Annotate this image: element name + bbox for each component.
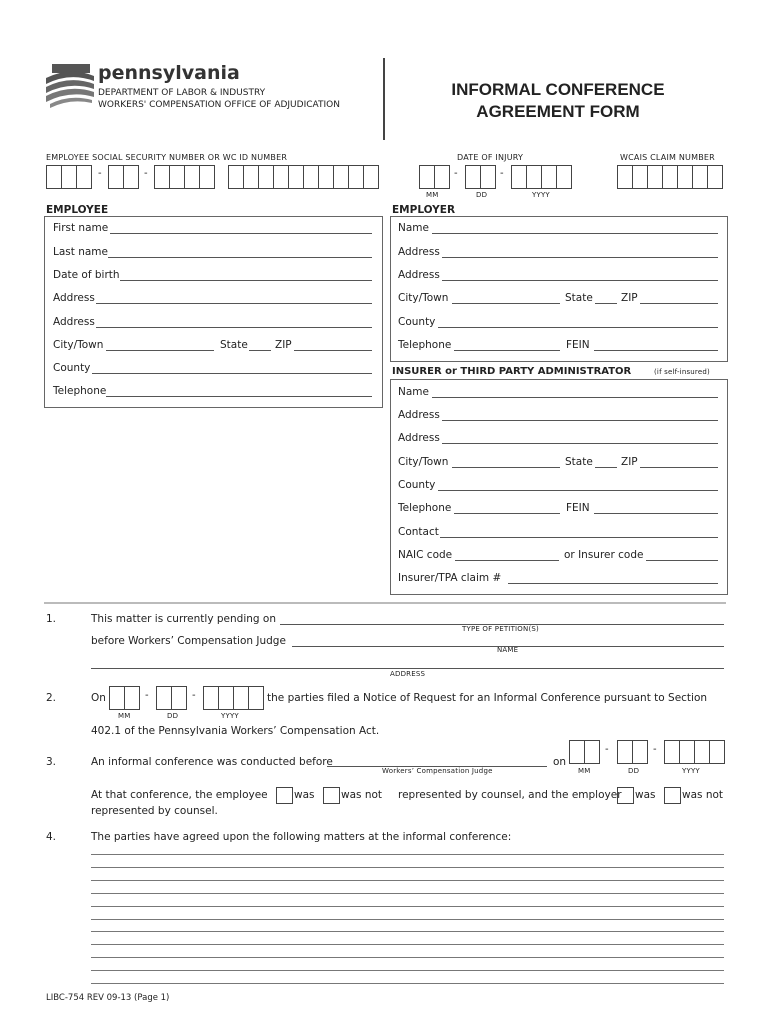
pa-logo <box>44 62 96 110</box>
insurer-box <box>390 379 728 595</box>
item-1-number: 1. <box>46 613 57 625</box>
ins-name-label: Name <box>398 386 429 398</box>
ssn-dash-1: - <box>98 168 102 179</box>
ins-claim-field[interactable] <box>508 583 718 584</box>
emp-zip-field[interactable] <box>294 350 372 351</box>
conference-judge-caption: Workers’ Compensation Judge <box>382 767 493 775</box>
agreement-line[interactable] <box>91 931 724 932</box>
emp-last-name-label: Last name <box>53 246 108 258</box>
ins-county-field[interactable] <box>438 490 718 491</box>
employee-was-checkbox[interactable] <box>276 787 293 804</box>
conf-dd-input[interactable] <box>617 740 647 764</box>
er-county-label: County <box>398 316 436 328</box>
ins-contact-label: Contact <box>398 526 439 538</box>
agreement-line[interactable] <box>91 880 724 881</box>
employer-heading: EMPLOYER <box>392 204 456 216</box>
emp-dob-label: Date of birth <box>53 269 120 281</box>
ins-county-label: County <box>398 479 436 491</box>
ins-naic-field[interactable] <box>455 560 559 561</box>
dept-line-2: WORKERS' COMPENSATION OFFICE OF ADJUDICATION <box>98 100 340 110</box>
notice-yyyy-input[interactable] <box>203 686 263 710</box>
ins-address1-label: Address <box>398 409 440 421</box>
insurer-heading-note: (if self-insured) <box>654 368 710 376</box>
agreement-line[interactable] <box>91 983 724 984</box>
ins-city-field[interactable] <box>452 467 560 468</box>
er-state-field[interactable] <box>595 303 617 304</box>
agreement-line[interactable] <box>91 919 724 920</box>
ins-claim-label: Insurer/TPA claim # <box>398 572 502 584</box>
form-code: LIBC-754 REV 09-13 (Page 1) <box>46 993 170 1003</box>
notice-dd-input[interactable] <box>156 686 186 710</box>
wcais-label: WCAIS CLAIM NUMBER <box>620 153 715 162</box>
er-telephone-label: Telephone <box>398 339 452 351</box>
ins-naic-label: NAIC code <box>398 549 453 561</box>
notice-dash-2: - <box>192 690 196 701</box>
ins-fein-label: FEIN <box>566 502 590 514</box>
doi-yyyy-input[interactable] <box>511 165 571 189</box>
dept-line-1: DEPARTMENT OF LABOR & INDUSTRY <box>98 88 266 98</box>
judge-address-field[interactable] <box>91 668 724 669</box>
emp-zip-label: ZIP <box>275 339 292 351</box>
item-3-p2: represented by counsel, and the employer <box>398 789 622 801</box>
er-address2-label: Address <box>398 269 440 281</box>
ins-telephone-label: Telephone <box>398 502 452 514</box>
item-3-number: 3. <box>46 756 57 768</box>
er-address2-field[interactable] <box>442 280 718 281</box>
emp-state-field[interactable] <box>249 350 271 351</box>
item-3-text: An informal conference was conducted before <box>91 756 333 768</box>
item-2-on: On <box>91 692 106 704</box>
conf-yyyy-caption: YYYY <box>682 767 700 775</box>
emp-city-label: City/Town <box>53 339 104 351</box>
item-2-text-2: 402.1 of the Pennsylvania Workers’ Compensation Act. <box>91 725 380 737</box>
emp-county-label: County <box>53 362 91 374</box>
ssn-part1-input[interactable] <box>46 165 91 189</box>
ins-insurer-code-label: or Insurer code <box>564 549 644 561</box>
ins-state-label: State <box>565 456 593 468</box>
emp-address1-field[interactable] <box>96 303 372 304</box>
ins-address1-field[interactable] <box>442 420 718 421</box>
ssn-part2-input[interactable] <box>108 165 138 189</box>
insurer-heading: INSURER or THIRD PARTY ADMINISTRATOR <box>392 366 632 377</box>
item-4-text: The parties have agreed upon the following matters at the informal conference: <box>91 831 512 843</box>
wcais-claim-input[interactable] <box>617 165 722 189</box>
ins-zip-field[interactable] <box>640 467 718 468</box>
employer-was-not-checkbox[interactable] <box>664 787 681 804</box>
emp-first-name-field[interactable] <box>110 233 372 234</box>
conf-dash-2: - <box>653 744 657 755</box>
er-address1-field[interactable] <box>442 257 718 258</box>
emp-county-field[interactable] <box>92 373 372 374</box>
er-state-label: State <box>565 292 593 304</box>
er-zip-field[interactable] <box>640 303 718 304</box>
conf-dash-1: - <box>605 744 609 755</box>
wc-id-input[interactable] <box>228 165 378 189</box>
ins-zip-label: ZIP <box>621 456 638 468</box>
notice-dd-caption: DD <box>167 712 179 720</box>
ssn-label: EMPLOYEE SOCIAL SECURITY NUMBER OR WC ID NUMBER <box>46 153 288 162</box>
item-3-on: on <box>553 756 567 768</box>
petition-type-caption: TYPE OF PETITION(S) <box>462 625 539 633</box>
agreement-line[interactable] <box>91 957 724 958</box>
conf-mm-input[interactable] <box>569 740 599 764</box>
item-1-before: before Workers’ Compensation Judge <box>91 635 286 647</box>
doi-mm-input[interactable] <box>419 165 449 189</box>
emp-last-name-field[interactable] <box>108 257 372 258</box>
ins-state-field[interactable] <box>595 467 617 468</box>
er-city-label: City/Town <box>398 292 449 304</box>
judge-address-caption: ADDRESS <box>390 670 426 678</box>
er-city-field[interactable] <box>452 303 560 304</box>
employer-was-label: was <box>635 789 656 801</box>
ins-address2-label: Address <box>398 432 440 444</box>
section-divider <box>44 602 726 604</box>
employee-heading: EMPLOYEE <box>46 204 109 216</box>
ins-fein-field[interactable] <box>594 513 718 514</box>
doi-dash-1: - <box>454 168 458 179</box>
ssn-dash-2: - <box>144 168 148 179</box>
emp-telephone-label: Telephone <box>53 385 107 397</box>
emp-address2-field[interactable] <box>96 327 372 328</box>
notice-mm-caption: MM <box>118 712 131 720</box>
doi-dd-caption: DD <box>476 191 488 199</box>
doi-mm-caption: MM <box>426 191 439 199</box>
er-address1-label: Address <box>398 246 440 258</box>
keystone-logo-icon <box>44 62 96 110</box>
employer-was-checkbox[interactable] <box>617 787 634 804</box>
employee-box <box>44 216 383 408</box>
form-title-line-2: AGREEMENT FORM <box>476 102 640 121</box>
conf-mm-caption: MM <box>578 767 591 775</box>
emp-first-name-label: First name <box>53 222 109 234</box>
agreement-line[interactable] <box>91 944 724 945</box>
agreement-line[interactable] <box>91 854 724 855</box>
er-county-field[interactable] <box>438 327 718 328</box>
form-title-line-1: INFORMAL CONFERENCE <box>451 80 665 99</box>
agreement-line[interactable] <box>91 867 724 868</box>
item-1-text: This matter is currently pending on <box>91 613 276 625</box>
header-divider <box>383 58 385 140</box>
item-3-p1: At that conference, the employee <box>91 789 268 801</box>
agreement-line[interactable] <box>91 970 724 971</box>
er-fein-label: FEIN <box>566 339 590 351</box>
doi-dd-input[interactable] <box>465 165 495 189</box>
logo-text: pennsylvania <box>98 62 240 84</box>
emp-dob-field[interactable] <box>120 280 372 281</box>
employee-was-not-label: was not <box>341 789 383 801</box>
doi-label: DATE OF INJURY <box>457 153 524 162</box>
ins-contact-field[interactable] <box>440 537 718 538</box>
judge-name-caption: NAME <box>497 646 519 654</box>
agreement-line[interactable] <box>91 906 724 907</box>
emp-city-field[interactable] <box>106 350 214 351</box>
doi-dash-2: - <box>500 168 504 179</box>
ins-name-field[interactable] <box>432 397 718 398</box>
er-name-field[interactable] <box>432 233 718 234</box>
er-telephone-field[interactable] <box>454 350 560 351</box>
ins-insurer-code-field[interactable] <box>646 560 718 561</box>
employee-was-label: was <box>294 789 315 801</box>
emp-address2-label: Address <box>53 316 95 328</box>
ssn-part3-input[interactable] <box>154 165 214 189</box>
employee-was-not-checkbox[interactable] <box>323 787 340 804</box>
emp-state-label: State <box>220 339 248 351</box>
conf-yyyy-input[interactable] <box>664 740 724 764</box>
item-2-text: the parties filed a Notice of Request for an Informal Conference pursuant to Section <box>267 692 708 704</box>
item-4-number: 4. <box>46 831 57 843</box>
er-zip-label: ZIP <box>621 292 638 304</box>
doi-yyyy-caption: YYYY <box>532 191 550 199</box>
er-name-label: Name <box>398 222 429 234</box>
ins-city-label: City/Town <box>398 456 449 468</box>
item-2-number: 2. <box>46 692 57 704</box>
emp-address1-label: Address <box>53 292 95 304</box>
notice-dash-1: - <box>145 690 149 701</box>
er-fein-field[interactable] <box>594 350 718 351</box>
employer-was-not-label: was not <box>682 789 724 801</box>
emp-telephone-field[interactable] <box>106 396 372 397</box>
conf-dd-caption: DD <box>628 767 640 775</box>
notice-mm-input[interactable] <box>109 686 139 710</box>
notice-yyyy-caption: YYYY <box>221 712 239 720</box>
item-3-p3: represented by counsel. <box>91 805 218 817</box>
ins-address2-field[interactable] <box>442 443 718 444</box>
agreement-line[interactable] <box>91 893 724 894</box>
ins-telephone-field[interactable] <box>454 513 560 514</box>
